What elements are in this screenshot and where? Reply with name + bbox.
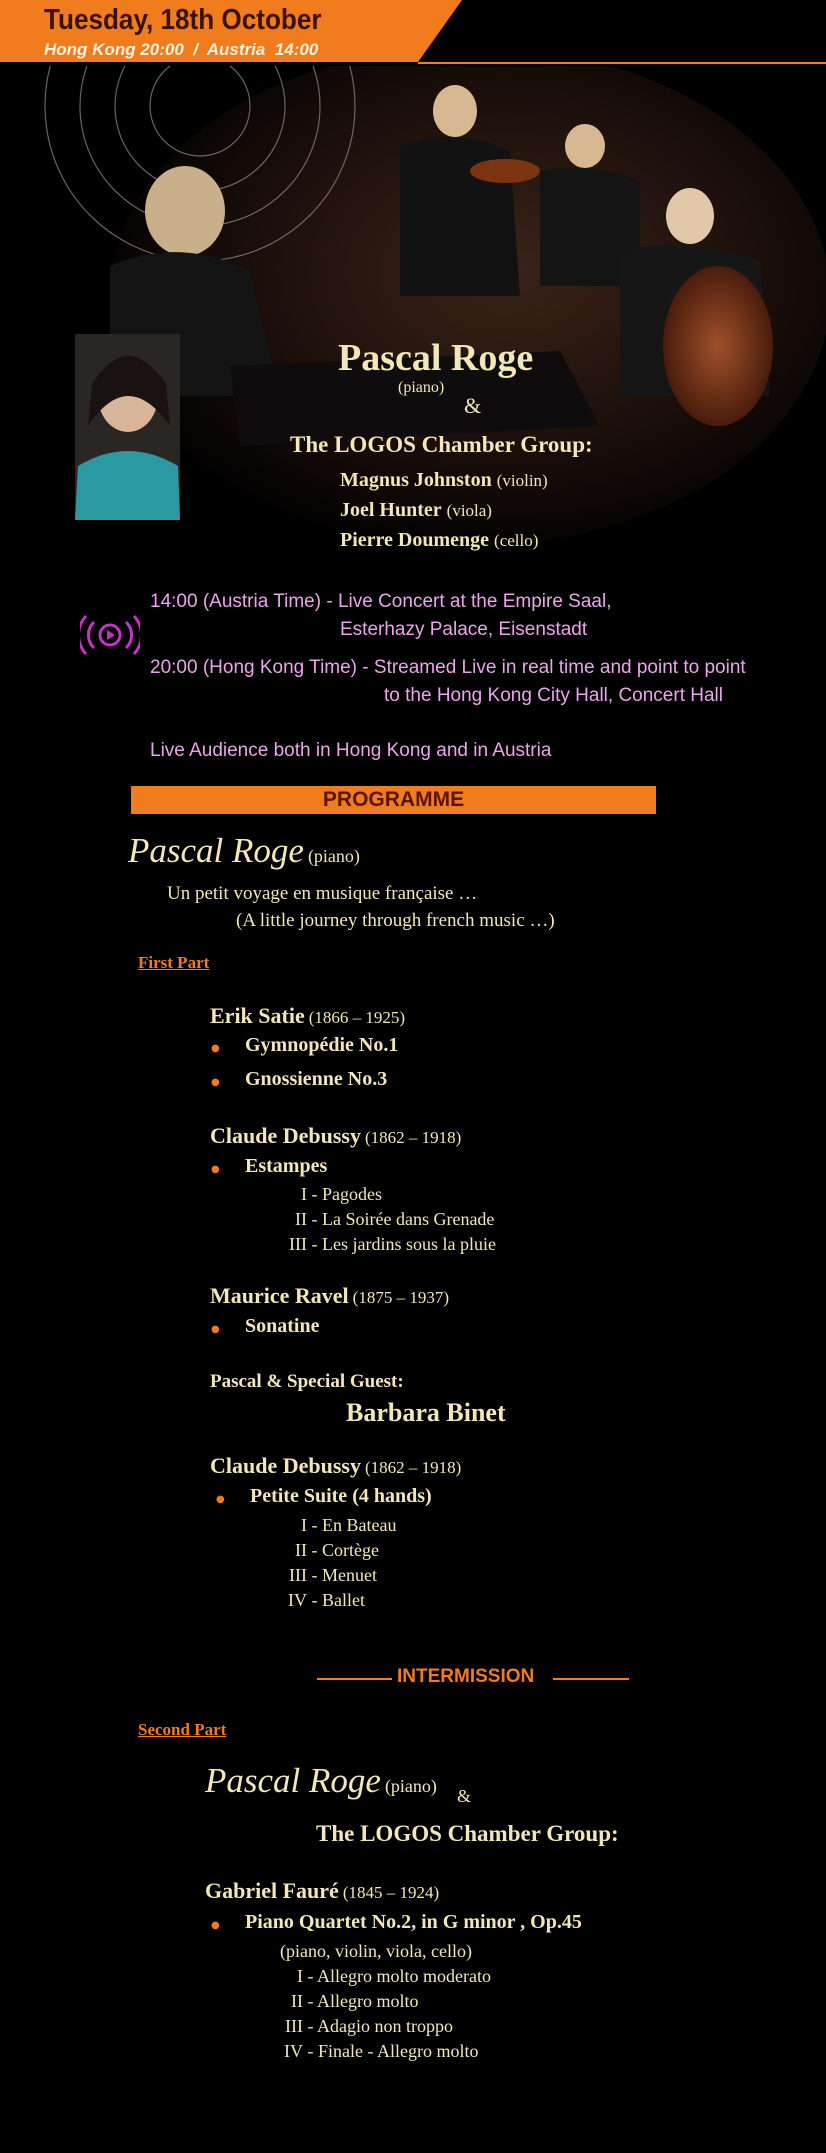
header-banner (0, 0, 826, 66)
composer-name: Claude Debussy (210, 1123, 361, 1148)
headliner-name: Pascal Roge (338, 337, 534, 379)
ravel-composer (210, 1283, 449, 1309)
intermission-line-right (553, 1678, 629, 1680)
broadcast-austria-line: 14:00 (Austria Time) - Live Concert at the Empire Saal, (150, 591, 612, 612)
intro-name: Pascal Roge (128, 831, 304, 870)
movement-title: Cortège (322, 1540, 379, 1560)
movement: II - Allegro molto (245, 1991, 419, 2012)
composer-name: Erik Satie (210, 1003, 305, 1028)
guest-name: Barbara Binet (346, 1398, 506, 1427)
composer-dates: (1875 – 1937) (352, 1288, 449, 1307)
broadcast-austria-venue: Esterhazy Palace, Eisenstadt (340, 619, 588, 640)
event-date: Tuesday, 18th October (44, 4, 322, 36)
programme-intro (128, 831, 360, 871)
second-part-ampersand: & (457, 1786, 472, 1806)
second-part-group: The LOGOS Chamber Group: (316, 1821, 619, 1846)
second-part-headliner (205, 1761, 437, 1801)
member-name: Pierre Doumenge (340, 529, 490, 551)
movement-number: III (285, 2016, 303, 2036)
composer-dates: (1862 – 1918) (364, 1128, 462, 1147)
work-petite-suite: ● Petite Suite (4 hands) (250, 1485, 432, 1508)
movement-title: Menuet (322, 1565, 377, 1585)
live-broadcast-icon (80, 612, 140, 658)
movement: II - Cortège (245, 1540, 379, 1561)
movement: III - Adagio non troppo (245, 2016, 453, 2037)
composer-dates: (1862 – 1918) (364, 1458, 462, 1477)
broadcast-hongkong-venue: to the Hong Kong City Hall, Concert Hall (384, 685, 723, 706)
movement: II - La Soirée dans Grenade (245, 1209, 494, 1230)
first-part-label: First Part (138, 953, 210, 972)
member-3 (340, 529, 538, 552)
work-instrumentation: (piano, violin, viola, cello) (280, 1941, 472, 1961)
movement: I - En Bateau (245, 1515, 396, 1536)
movement: IV - Ballet (245, 1590, 365, 1611)
movement: I - Allegro molto moderato (245, 1966, 491, 1987)
movement-title: Allegro molto moderato (317, 1966, 491, 1986)
movement-number: I (301, 1184, 307, 1204)
member-1 (340, 469, 548, 492)
debussy-composer-2 (210, 1453, 461, 1479)
movement-number: IV (284, 2041, 303, 2061)
movement-title: En Bateau (322, 1515, 397, 1535)
movement: III - Les jardins sous la pluie (245, 1234, 496, 1255)
movement-number: II (295, 1540, 307, 1560)
movement-number: I (301, 1515, 307, 1535)
event-times: Hong Kong 20:00 / Austria 14:00 (44, 40, 319, 59)
faure-composer (205, 1878, 439, 1904)
movement-title: Finale - Allegro molto (318, 2041, 479, 2061)
movement: IV - Finale - Allegro molto (245, 2041, 478, 2062)
live-audience-note: Live Audience both in Hong Kong and in Austria (150, 740, 552, 761)
movement-title: Les jardins sous la pluie (322, 1234, 496, 1254)
member-name: Magnus Johnston (340, 469, 492, 491)
composer-dates: (1866 – 1925) (308, 1008, 406, 1027)
movement-number: IV (288, 1590, 307, 1610)
composer-name: Maurice Ravel (210, 1283, 349, 1308)
broadcast-hongkong-line: 20:00 (Hong Kong Time) - Streamed Live in real time and point to point (150, 657, 746, 678)
movement-title: Ballet (322, 1590, 365, 1610)
member-instrument: (viola) (446, 501, 492, 520)
movement-title: Adagio non troppo (317, 2016, 453, 2036)
movement-title: Pagodes (322, 1184, 382, 1204)
member-name: Joel Hunter (340, 499, 442, 521)
composer-name: Gabriel Fauré (205, 1878, 339, 1903)
movement-title: La Soirée dans Grenade (322, 1209, 495, 1229)
programme-heading: PROGRAMME (322, 788, 465, 811)
work-piano-quartet: ● Piano Quartet No.2, in G minor , Op.45 (245, 1911, 582, 1934)
intro-subtitle-fr: Un petit voyage en musique française … (167, 883, 478, 904)
movement-number: II (295, 1209, 307, 1229)
intermission-label: INTERMISSION (397, 1666, 535, 1687)
intermission-line-left (317, 1678, 392, 1680)
work-sonatine: ● Sonatine (245, 1315, 319, 1338)
guest-intro: Pascal & Special Guest: (210, 1371, 404, 1392)
movement-number: III (289, 1565, 307, 1585)
member-2 (340, 499, 492, 522)
movement-number: III (289, 1234, 307, 1254)
intro-subtitle-en: (A little journey through french music …) (236, 910, 555, 931)
intro-role: (piano) (307, 846, 360, 866)
movement: I - Pagodes (245, 1184, 382, 1205)
group-name: The LOGOS Chamber Group: (290, 432, 593, 457)
debussy-composer (210, 1123, 461, 1149)
hero-photo-collage (0, 66, 826, 566)
work-gnossienne: ● Gnossienne No.3 (245, 1068, 387, 1091)
movement-number: II (291, 1991, 303, 2011)
ampersand: & (464, 393, 482, 418)
work-gymnopedie: ● Gymnopédie No.1 (245, 1034, 398, 1057)
headliner-name: Pascal Roge (205, 1761, 381, 1800)
composer-name: Claude Debussy (210, 1453, 361, 1478)
member-instrument: (violin) (496, 471, 548, 490)
satie-composer (210, 1003, 405, 1029)
headliner-role: (piano) (398, 379, 445, 396)
composer-dates: (1845 – 1924) (342, 1883, 440, 1902)
work-estampes: ● Estampes (245, 1155, 327, 1178)
second-part-label: Second Part (138, 1720, 227, 1739)
headliner-role: (piano) (384, 1776, 437, 1796)
movement: III - Menuet (245, 1565, 377, 1586)
member-instrument: (cello) (494, 531, 539, 550)
movement-number: I (297, 1966, 303, 1986)
movement-title: Allegro molto (317, 1991, 419, 2011)
